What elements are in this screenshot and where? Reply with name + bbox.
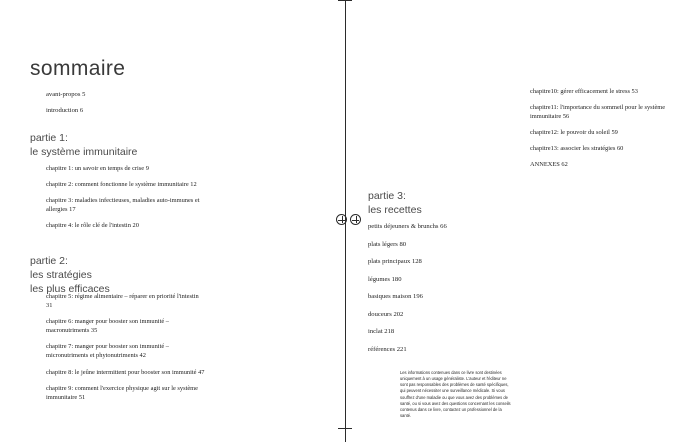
toc-entry[interactable]: plats légers 80	[368, 240, 407, 248]
toc-entry[interactable]: chapitre 1: un savoir en temps de crise 9	[46, 165, 149, 172]
part-3-entry-list	[368, 222, 518, 362]
toc-entry[interactable]: chapitre 3: maladies infectieuses, maladies auto-immunes et allergies 17	[46, 197, 200, 214]
part-2-number: partie 2:	[30, 255, 68, 267]
part-2-title-line-1: les stratégies	[30, 269, 92, 282]
right-page	[346, 0, 700, 442]
page-title: sommaire	[30, 57, 126, 80]
toc-entry[interactable]: chapitre 6: manger pour booster son immunité – macronutriments 35	[46, 318, 169, 335]
part-2-title-line-2: les plus efficaces	[30, 283, 110, 296]
toc-entry[interactable]: chapitre 9: comment l'exercice physique agit sur le système immunitaire 51	[46, 384, 198, 401]
toc-entry[interactable]: petits déjeuners & brunchs 66	[368, 223, 447, 230]
toc-entry[interactable]: chapitre 5: régime alimentaire – réparer en priorité l'intestin 31	[46, 293, 199, 310]
legal-disclaimer: Les informations contenues dans ce livre sont destinées uniquement à un usage généraliste. L'auteur et l'éditeur ne sont pas responsables des problèmes de santé spécifiques, qui peuvent nécessiter une surveillance médicale. Si vous souffrez d'une maladie ou que vous avez des problèmes de santé, ou si vous avez des questions concernant les conseils contenus dans ce livre, contactez un professionnel de la santé.	[400, 370, 511, 418]
left-page	[0, 0, 345, 442]
part-2-chapter-list	[46, 292, 206, 409]
toc-entry[interactable]: chapitre10: gérer efficacement le stress 53	[530, 88, 638, 95]
toc-entry[interactable]: chapitre12: le pouvoir du soleil 59	[530, 129, 618, 137]
part-1-heading	[30, 131, 137, 159]
toc-entry[interactable]: légumes 180	[368, 275, 402, 283]
toc-entry[interactable]: douceurs 202	[368, 310, 404, 318]
toc-entry[interactable]: ANNEXES 62	[530, 161, 568, 169]
toc-entry[interactable]: chapitre 4: le rôle clé de l'intestin 20	[46, 222, 139, 230]
toc-entry[interactable]: plats principaux 128	[368, 258, 422, 266]
part-1-chapter-list	[46, 164, 206, 237]
part-2-heading	[30, 254, 110, 297]
part-1-chapter-list-continued	[530, 87, 690, 177]
front-matter-list	[46, 90, 196, 121]
part-1-number: partie 1:	[30, 132, 68, 144]
toc-entry[interactable]: avant-propos 5	[46, 91, 86, 98]
part-3-title: les recettes	[368, 204, 422, 217]
part-3-heading	[368, 189, 422, 217]
toc-entry[interactable]: chapitre11: l'importance du sommeil pour le système immunitaire 56	[530, 104, 666, 121]
part-1-title: le système immunitaire	[30, 146, 138, 159]
toc-entry[interactable]: chapitre 8: le jeûne intermittent pour booster son immunité 47	[46, 368, 205, 376]
part-3-number: partie 3:	[368, 190, 406, 202]
toc-entry[interactable]: chapitre 7: manger pour booster son immunité – micronutriments et phytonutriments 42	[46, 343, 169, 360]
toc-entry[interactable]: chapitre 2: comment fonctionne le système immunitaire 12	[46, 181, 197, 189]
toc-entry[interactable]: inclat 218	[368, 328, 395, 336]
toc-entry[interactable]: références 221	[368, 345, 407, 353]
toc-entry[interactable]: chapitre13: associer les stratégies 60	[530, 145, 624, 153]
toc-entry[interactable]: basiques maison 196	[368, 293, 423, 301]
toc-entry[interactable]: introduction 6	[46, 106, 84, 114]
